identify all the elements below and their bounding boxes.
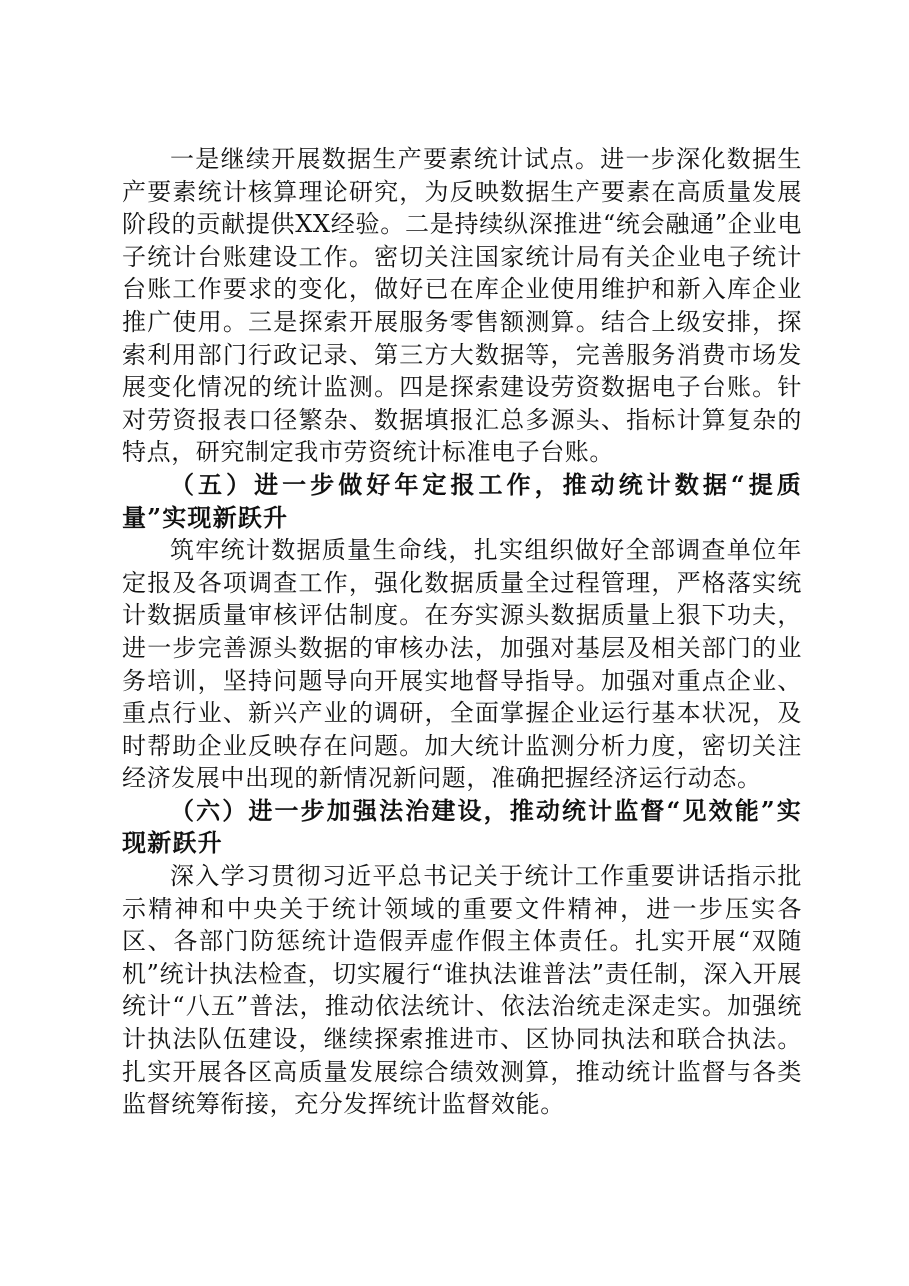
body-paragraph-data-quality: 筑牢统计数据质量生命线，扎实组织做好全部调查单位年定报及各项调查工作，强化数据质量全过程管理，严格落实统计数据质量审核评估制度。在夯实源头数据质量上狠下功夫，进一步完善源头数据的审核办法，加强对基层及相关部门的业务培训，坚持问题导向开展实地督导指导。加强对重点企业、重点行业、新兴产业的调研，全面掌握企业运行基本状况，及时帮助企业反映存在问题。加大统计监测分析力度，密切关注经济发展中出现的新情况新问题，准确把握经济运行动态。	[122, 536, 802, 793]
section-heading-6: （六）进一步加强法治建设，推动统计监督“见效能”实现新跃升	[122, 795, 802, 858]
body-paragraph-rule-of-law: 深入学习贯彻习近平总书记关于统计工作重要讲话指示批示精神和中央关于统计领域的重要文件精神，进一步压实各区、各部门防惩统计造假弄虚作假主体责任。扎实开展“双随机”统计执法检查，切实履行“谁执法谁普法”责任制，深入开展统计“八五”普法，推动依法统计、依法治统走深走实。加强统计执法队伍建设，继续探索推进市、区协同执法和联合执法。扎实开展各区高质量发展综合绩效测算，推动统计监督与各类监督统筹衔接，充分发挥统计监督效能。	[122, 862, 802, 1119]
document-page	[122, 143, 802, 1121]
section-heading-5: （五）进一步做好年定报工作，推动统计数据“提质量”实现新跃升	[122, 469, 802, 532]
body-paragraph-data-factor-pilots: 一是继续开展数据生产要素统计试点。进一步深化数据生产要素统计核算理论研究，为反映数据生产要素在高质量发展阶段的贡献提供XX经验。二是持续纵深推进“统会融通”企业电子统计台账建设工作。密切关注国家统计局有关企业电子统计台账工作要求的变化，做好已在库企业使用维护和新入库企业推广使用。三是探索开展服务零售额测算。结合上级安排，探索利用部门行政记录、第三方大数据等，完善服务消费市场发展变化情况的统计监测。四是探索建设劳资数据电子台账。针对劳资报表口径繁杂、数据填报汇总多源头、指标计算复杂的特点，研究制定我市劳资统计标准电子台账。	[122, 145, 802, 467]
